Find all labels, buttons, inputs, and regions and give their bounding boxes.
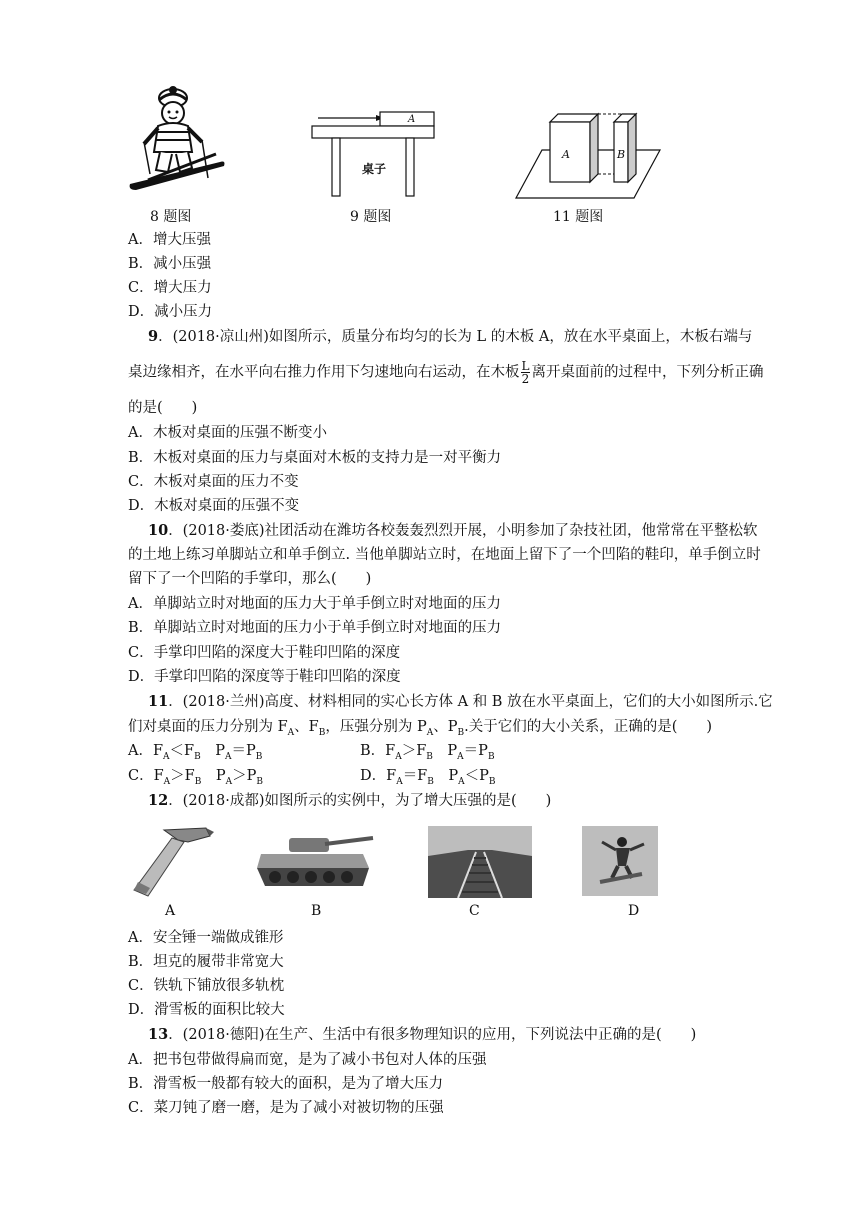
q9-fraction xyxy=(521,360,531,385)
q11-option-a xyxy=(128,741,262,767)
sub: B xyxy=(255,751,263,762)
sub: A xyxy=(225,751,232,762)
fig8-caption: 8 题图 xyxy=(150,209,192,225)
sub: B xyxy=(318,727,326,738)
opt-text: A．F xyxy=(128,743,164,759)
opt-text: P xyxy=(433,768,459,784)
q12-text-1: ．(2018·成都)如图所示的实例中，为了增大压强的是( ) xyxy=(168,793,552,809)
opt-text: ＝P xyxy=(231,743,256,759)
q10-number: 10 xyxy=(148,522,169,539)
sub: A xyxy=(287,727,295,738)
sub: B xyxy=(194,776,202,787)
sub: B xyxy=(194,751,201,762)
q12-option-b: B．坦克的履带非常宽大 xyxy=(128,954,284,970)
sub: A xyxy=(396,776,403,787)
q8-option-a: A．增大压强 xyxy=(128,232,211,248)
q12-option-d: D．滑雪板的面积比较大 xyxy=(128,1002,285,1018)
q10-line1 xyxy=(148,521,758,541)
q11-text-2b: 、F xyxy=(294,719,319,735)
opt-text: ＞F xyxy=(170,768,195,784)
q12-image-label-c: C xyxy=(469,903,480,919)
sub: B xyxy=(256,776,263,787)
sub: B xyxy=(457,727,465,738)
q9-line3: 的是( ) xyxy=(128,400,198,416)
q9-option-b: B．木板对桌面的压力与桌面对木板的支持力是一对平衡力 xyxy=(128,450,502,466)
fig9-table-label: 桌子 xyxy=(362,162,387,176)
q10-option-c: C．手掌印凹陷的深度大于鞋印凹陷的深度 xyxy=(128,645,401,661)
q10-line3: 留下了一个凹陷的手掌印，那么( ) xyxy=(128,571,372,587)
opt-text: ＝F xyxy=(402,768,428,784)
opt-text: B．F xyxy=(360,743,396,759)
sub: A xyxy=(163,751,170,762)
q9-number: 9 xyxy=(148,328,159,345)
fig11-block-b-label: B xyxy=(617,148,626,161)
sub: B xyxy=(427,776,434,787)
q10-option-d: D．手掌印凹陷的深度等于鞋印凹陷的深度 xyxy=(128,669,401,685)
q9-text-1: ．(2018·凉山州)如图所示，质量分布均匀的长为 L 的木板 A，放在水平桌面上，木板右端与 xyxy=(158,329,753,345)
q9-text-2b: 离开桌面前的过程中，下列分析正确 xyxy=(531,364,764,381)
q13-option-b: B．滑雪板一般都有较大的面积，是为了增大压力 xyxy=(128,1076,444,1092)
sub: A xyxy=(457,751,464,762)
fig11-block-a-label: A xyxy=(562,148,570,161)
frac-numerator: L xyxy=(521,359,530,373)
q12-option-a: A．安全锤一端做成锥形 xyxy=(128,930,284,946)
q9-option-d: D．木板对桌面的压强不变 xyxy=(128,498,300,514)
figure-8-skier xyxy=(128,86,228,196)
q11-option-d xyxy=(360,766,496,792)
q10-option-a: A．单脚站立时对地面的压力大于单手倒立时对地面的压力 xyxy=(128,596,501,612)
figure-11-blocks xyxy=(512,112,662,202)
q12-image-label-d: D xyxy=(628,903,640,919)
q12-number: 12 xyxy=(148,792,169,809)
sub: B xyxy=(487,751,495,762)
sub: A xyxy=(458,776,465,787)
q13-text-1: ．(2018·德阳)在生产、生活中有很多物理知识的应用，下列说法中正确的是( ) xyxy=(168,1027,697,1043)
q13-line1 xyxy=(148,1025,696,1045)
q12-image-safety-hammer xyxy=(128,822,218,902)
q13-option-c: C．菜刀钝了磨一磨，是为了减小对被切物的压强 xyxy=(128,1100,444,1116)
opt-text: P xyxy=(201,768,226,784)
q12-image-railway xyxy=(428,826,532,898)
fig11-caption: 11 题图 xyxy=(553,209,604,225)
q11-text-1: ．(2018·兰州)高度、材料相同的实心长方体 A 和 B 放在水平桌面上，它们的大小如图所示.它 xyxy=(168,694,773,710)
q11-text-2d: 、P xyxy=(433,719,458,735)
q8-option-d: D．减小压力 xyxy=(128,304,213,320)
q11-line2 xyxy=(128,717,712,743)
q8-option-b: B．减小压强 xyxy=(128,256,212,272)
opt-text: ＝P xyxy=(463,743,488,759)
q12-option-c: C．铁轨下铺放很多轨枕 xyxy=(128,978,285,994)
opt-text: ＞F xyxy=(401,743,427,759)
q13-number: 13 xyxy=(148,1026,169,1043)
q9-line2 xyxy=(128,360,763,385)
opt-text: C．F xyxy=(128,768,164,784)
fig9-board-label: A xyxy=(408,114,416,125)
opt-text: P xyxy=(432,743,458,759)
q12-image-snowboard xyxy=(582,826,658,896)
q11-text-2a: 们对桌面的压力分别为 F xyxy=(128,719,288,735)
q11-option-c xyxy=(128,766,263,792)
q11-number: 11 xyxy=(148,693,169,710)
opt-text: P xyxy=(200,743,225,759)
sub: A xyxy=(225,776,233,787)
q9-option-a: A．木板对桌面的压强不断变小 xyxy=(128,425,327,441)
q11-text-2e: .关于它们的大小关系，正确的是( ) xyxy=(464,719,713,735)
sub: B xyxy=(488,776,496,787)
q9-text-2a: 桌边缘相齐，在水平向右推力作用下匀速地向右运动，在木板 xyxy=(128,364,520,381)
q9-line1 xyxy=(148,327,752,347)
q10-line2: 的土地上练习单脚站立和单手倒立. 当他单脚站立时，在地面上留下了一个凹陷的鞋印，单手倒立时 xyxy=(128,547,761,563)
q11-text-2c: ，压强分别为 P xyxy=(325,719,427,735)
opt-text: D．F xyxy=(360,768,397,784)
q9-option-c: C．木板对桌面的压力不变 xyxy=(128,474,299,490)
figure-9-board-table xyxy=(306,110,436,200)
q11-option-b xyxy=(360,741,495,767)
sub: A xyxy=(163,776,171,787)
sub: A xyxy=(426,727,434,738)
q12-image-label-b: B xyxy=(311,903,322,919)
q12-line1 xyxy=(148,791,551,811)
sub: B xyxy=(426,751,433,762)
opt-text: ＞P xyxy=(232,768,257,784)
opt-text: ＜P xyxy=(464,768,489,784)
frac-denominator: 2 xyxy=(521,372,530,386)
q13-option-a: A．把书包带做得扁而宽，是为了减小书包对人体的压强 xyxy=(128,1052,487,1068)
sub: A xyxy=(395,751,402,762)
q12-image-label-a: A xyxy=(165,903,176,919)
q11-line1 xyxy=(148,692,773,712)
opt-text: ＜F xyxy=(169,743,195,759)
q10-text-1: ．(2018·娄底)社团活动在潍坊各校轰轰烈烈开展，小明参加了杂技社团，他常常在平整松软 xyxy=(168,523,758,539)
fig9-caption: 9 题图 xyxy=(350,209,392,225)
q10-option-b: B．单脚站立时对地面的压力小于单手倒立时对地面的压力 xyxy=(128,620,502,636)
q12-image-tank xyxy=(255,830,375,896)
q8-option-c: C．增大压力 xyxy=(128,280,212,296)
